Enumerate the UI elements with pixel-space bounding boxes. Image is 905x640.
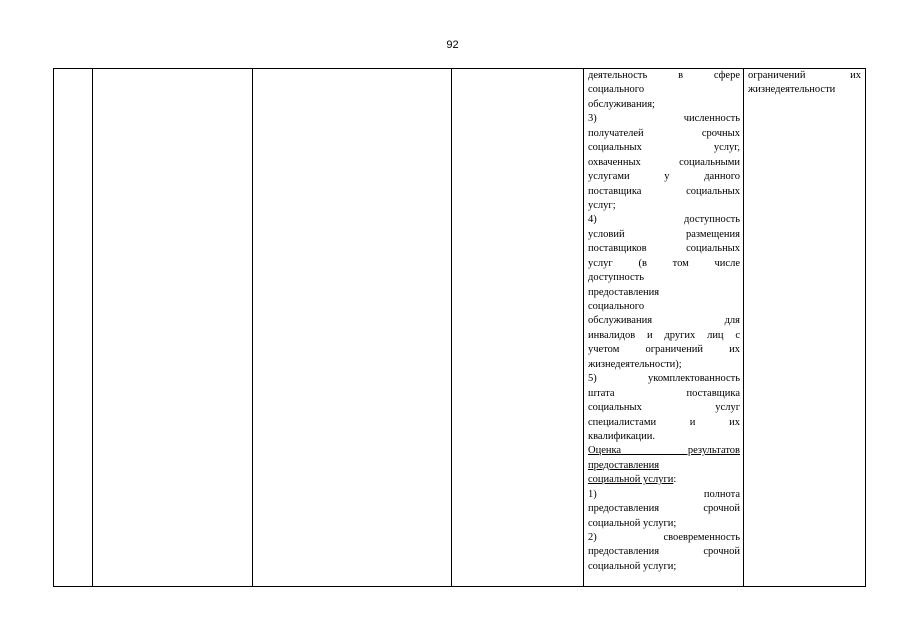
text-line: условий размещения — [588, 228, 740, 240]
table-cell-quality-indicators — [584, 69, 744, 587]
table-cell-number — [54, 69, 93, 587]
text-line: поставщика социальных — [588, 185, 740, 197]
text-line: деятельность в сфере — [588, 70, 740, 81]
text-line: 3) численность — [588, 113, 740, 125]
text-line: квалификации. — [588, 430, 656, 442]
document-table — [53, 68, 866, 587]
text-line: предоставления — [588, 459, 660, 471]
text-line: учетом ограничений их — [588, 344, 740, 356]
text-line: доступность — [588, 272, 645, 284]
text-line: социальной услуги: — [588, 474, 677, 486]
text-line: штата поставщика — [588, 387, 740, 399]
table-cell-service-name — [93, 69, 253, 587]
table-row — [54, 69, 866, 587]
text-line: социальных услуг — [588, 402, 740, 414]
text-line: социального — [588, 301, 645, 312]
page-number: 92 — [446, 39, 459, 51]
text-line: обслуживания для — [588, 315, 740, 327]
text-line: обслуживания; — [588, 98, 655, 110]
text-line: 1) полнота — [588, 488, 740, 500]
table-cell-term — [452, 69, 584, 587]
text-line: охваченных социальными — [588, 156, 740, 168]
table-cell-description — [253, 69, 452, 587]
quality-indicators-text — [584, 69, 743, 574]
text-line: получателей срочных — [588, 127, 740, 139]
text-line: поставщиков социальных — [588, 243, 740, 255]
text-line: 2) своевременность — [588, 532, 740, 543]
text-line: социальных услуг, — [588, 142, 740, 154]
text-line: инвалидов и других лиц с — [588, 329, 740, 341]
text-line: услугами у данного — [588, 171, 740, 183]
text-line: услуг (в том числе — [588, 257, 740, 269]
text-line: 5) укомплектованность — [588, 373, 740, 385]
text-line: предоставления срочной — [588, 546, 740, 558]
text-line: жизнедеятельности — [748, 84, 836, 96]
text-line: услуг; — [588, 199, 616, 211]
text-line: ограничений их — [748, 70, 861, 81]
table-cell-conditions — [744, 69, 866, 587]
text-line: жизнедеятельности); — [588, 358, 682, 370]
text-line: предоставления срочной — [588, 503, 740, 515]
conditions-text — [744, 69, 865, 98]
text-line: социальной услуги; — [588, 560, 677, 572]
text-line: предоставления — [588, 286, 660, 298]
text-line: 4) доступность — [588, 214, 740, 226]
text-line: социального — [588, 84, 645, 96]
text-line: социальной услуги; — [588, 517, 677, 529]
text-line: Оценка результатов — [588, 445, 740, 457]
text-line: специалистами и их — [588, 416, 740, 428]
